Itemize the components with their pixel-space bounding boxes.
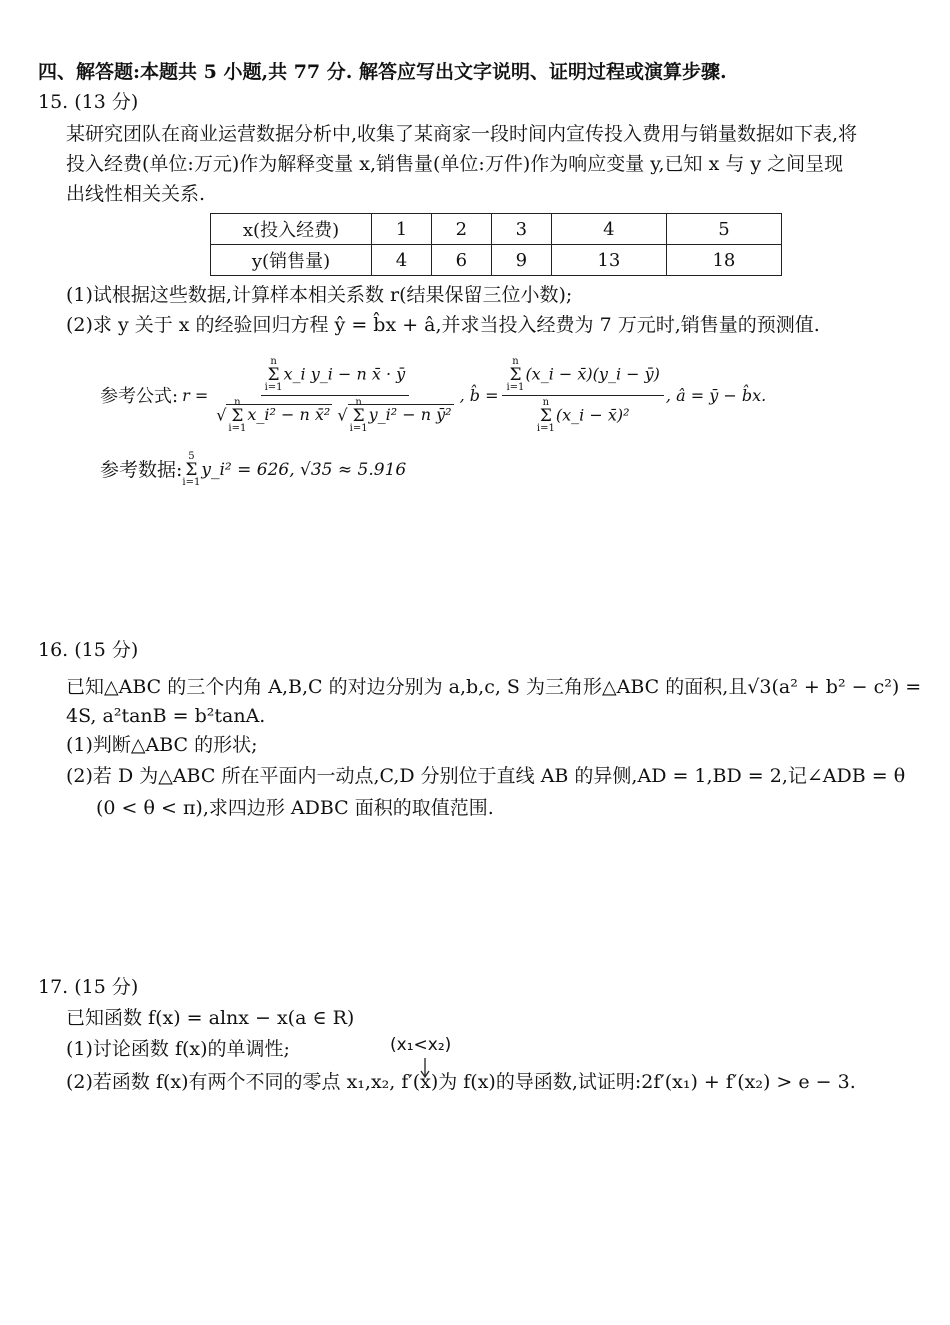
table-cell-y4: 13 xyxy=(551,245,666,276)
ref-formula-r-numerator: n Σ i=1 x_i y_i − n x̄ · ȳ xyxy=(261,357,410,396)
table-header-x: x(投入经费) xyxy=(211,214,372,245)
q15-line2: 投入经费(单位:万元)作为解释变量 x,销售量(单位:万件)作为响应变量 y,已知 x 与 y 之间呈现 xyxy=(66,153,844,175)
table-header-y: y(销售量) xyxy=(211,245,372,276)
ref-formula-label: 参考公式: xyxy=(100,386,179,407)
q16-line2: 4S, a²tanB = b²tanA. xyxy=(66,705,266,727)
sum-symbol: n Σ i=1 xyxy=(264,355,283,393)
ref-formula-b-fraction xyxy=(502,357,663,434)
sum-symbol: 5 Σ i=1 xyxy=(182,451,201,488)
sum-symbol: n Σ i=1 xyxy=(349,396,368,434)
q15-line3: 出线性相关关系. xyxy=(66,183,206,205)
table-row-y xyxy=(211,245,782,276)
table-row-x xyxy=(211,214,782,245)
q17-part1: (1)讨论函数 f(x)的单调性; xyxy=(66,1038,290,1060)
table-cell-y5: 18 xyxy=(666,245,781,276)
q16-line1: 已知△ABC 的三个内角 A,B,C 的对边分别为 a,b,c, S 为三角形△ABC 的面积,且√3(a² + b² − c²) = xyxy=(66,676,922,698)
q16-part2-line1: (2)若 D 为△ABC 所在平面内一动点,C,D 分别位于直线 AB 的异侧,AD = 1,BD = 2,记∠ADB = θ xyxy=(66,765,906,787)
q17-handwritten-note: (x₁<x₂) xyxy=(390,1035,452,1055)
q15-reference-formula xyxy=(100,350,766,440)
q17-number: 17. (15 分) xyxy=(38,976,139,998)
table-cell-y2: 6 xyxy=(431,245,491,276)
ref-formula-r: r = xyxy=(182,385,209,405)
q16-part2-line2: (0 < θ < π),求四边形 ADBC 面积的取值范围. xyxy=(96,797,494,819)
ref-formula-b-denominator: n Σ i=1 (x_i − x̄)² xyxy=(536,396,630,434)
q15-data-table xyxy=(210,213,782,276)
table-cell-y3: 9 xyxy=(491,245,551,276)
table-cell-x3: 3 xyxy=(491,214,551,245)
ref-data-label: 参考数据: xyxy=(100,459,183,481)
table-cell-x2: 2 xyxy=(431,214,491,245)
q15-part2: (2)求 y 关于 x 的经验回归方程 ŷ = b̂x + â,并求当投入经费为 7 万元时,销售量的预测值. xyxy=(66,314,820,336)
ref-formula-r-denominator: √ n Σ i=1 x_i² − n x̄² √ n Σ i=1 y_i² − n ȳ² xyxy=(216,396,452,434)
ref-formula-r-fraction xyxy=(212,357,457,434)
q15-reference-data xyxy=(100,452,406,488)
ref-formula-b-numerator: n Σ i=1 (x_i − x̄)(y_i − ȳ) xyxy=(502,357,663,396)
sum-symbol: n Σ i=1 xyxy=(536,396,555,434)
table-cell-x1: 1 xyxy=(372,214,432,245)
sum-symbol: n Σ i=1 xyxy=(506,355,525,393)
table-cell-x4: 4 xyxy=(551,214,666,245)
q15-number: 15. (13 分) xyxy=(38,91,139,113)
q16-number: 16. (15 分) xyxy=(38,639,139,661)
ref-formula-a: , â = ȳ − b̂x. xyxy=(665,385,767,405)
sum-symbol: n Σ i=1 xyxy=(228,396,247,434)
ref-formula-b: , b̂ = xyxy=(459,385,499,405)
ref-data-value: y_i² = 626, √35 ≈ 5.916 xyxy=(201,460,407,480)
table-cell-x5: 5 xyxy=(666,214,781,245)
section-heading: 四、解答题:本题共 5 小题,共 77 分. 解答应写出文字说明、证明过程或演算步骤. xyxy=(38,61,727,83)
q15-part1: (1)试根据这些数据,计算样本相关系数 r(结果保留三位小数); xyxy=(66,284,573,306)
table-cell-y1: 4 xyxy=(372,245,432,276)
q16-part1: (1)判断△ABC 的形状; xyxy=(66,734,258,756)
q15-line1: 某研究团队在商业运营数据分析中,收集了某商家一段时间内宣传投入费用与销量数据如下表,将 xyxy=(66,123,858,145)
q17-part2: (2)若函数 f(x)有两个不同的零点 x₁,x₂, f′(x)为 f(x)的导函数,试证明:2f′(x₁) + f′(x₂) > e − 3. xyxy=(66,1071,856,1093)
q17-line1: 已知函数 f(x) = alnx − x(a ∈ R) xyxy=(66,1007,355,1029)
